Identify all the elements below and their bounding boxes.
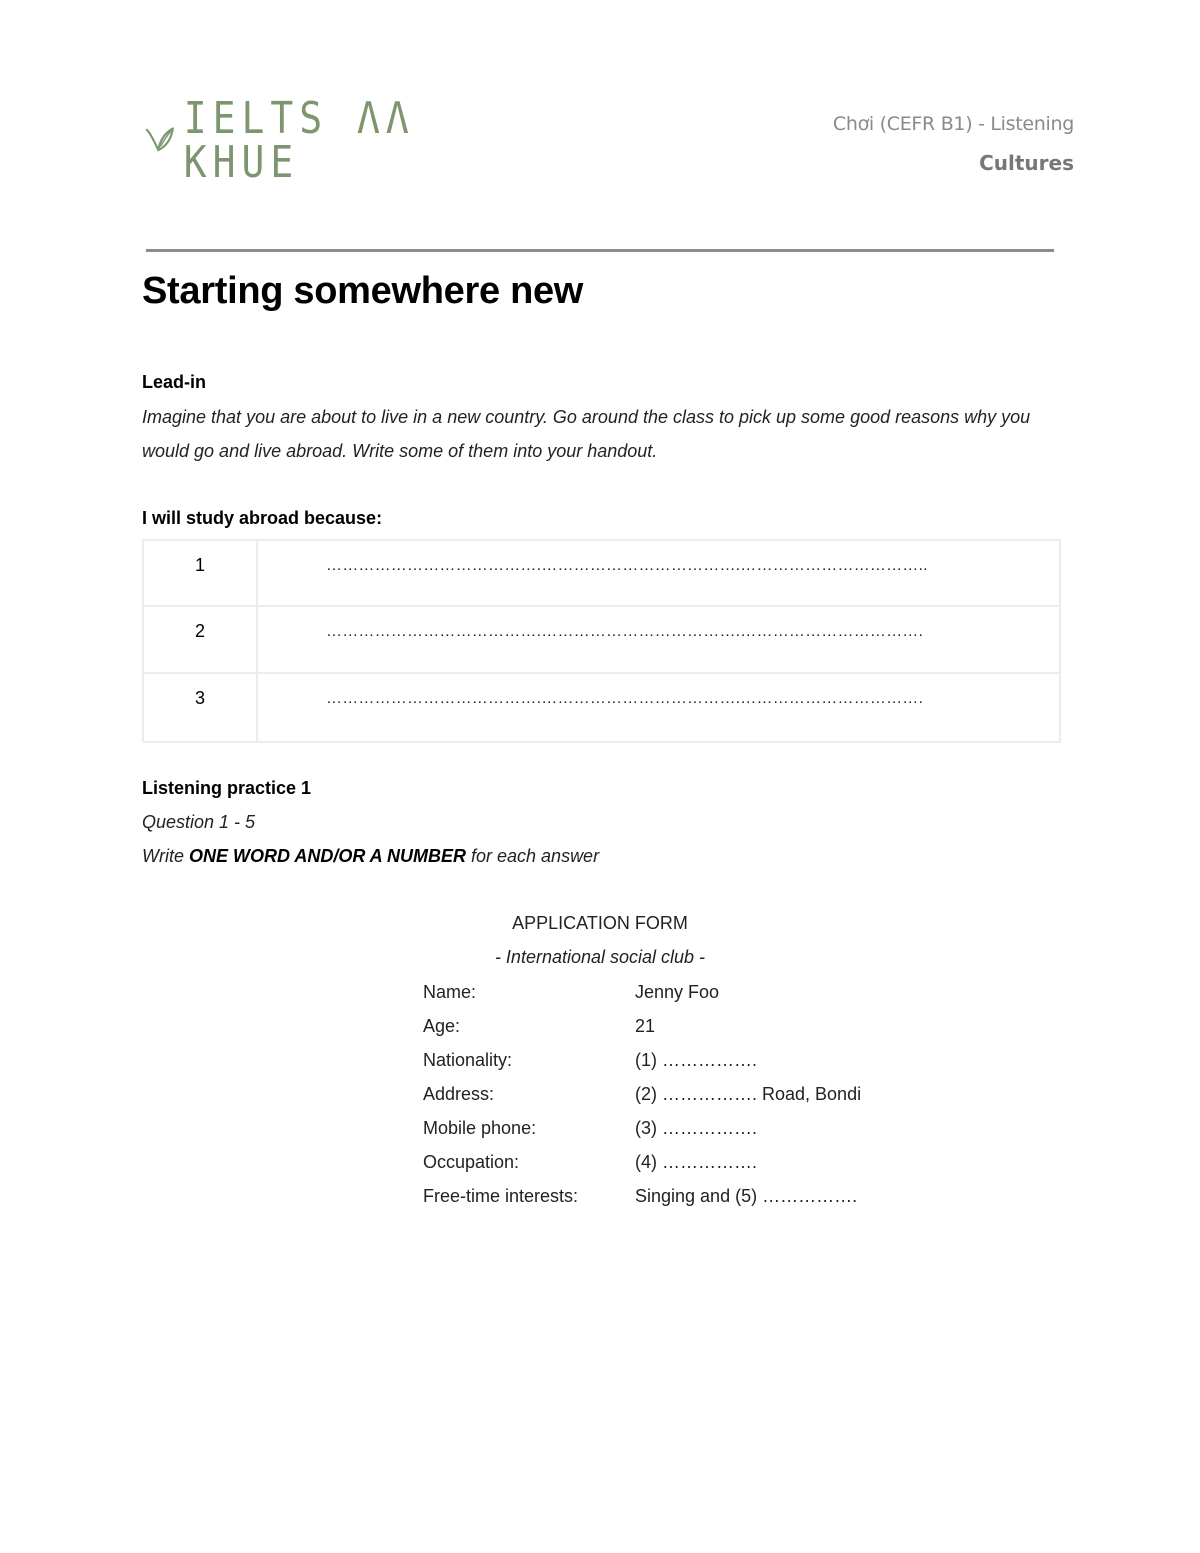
form-label: Name: — [423, 981, 477, 1002]
form-row-occupation — [423, 1145, 861, 1179]
form-row-mobile — [423, 1111, 861, 1145]
instruction-emphasis: ONE WORD AND/OR A NUMBER — [189, 846, 466, 866]
form-value[interactable]: Singing and (5) ……………. — [635, 1185, 858, 1206]
form-row-age — [423, 1009, 861, 1043]
question-range: Question 1 - 5 — [142, 812, 256, 832]
application-form — [423, 975, 861, 1213]
form-row-interests — [423, 1179, 861, 1213]
row-number: 3 — [143, 673, 257, 742]
course-name: Chơi (CEFR B1) - Listening — [832, 113, 1074, 135]
header-divider — [146, 249, 1054, 252]
answer-blank[interactable]: ………………………………….……………………………….…………………………….. — [257, 540, 1060, 606]
form-row-nationality — [423, 1043, 861, 1077]
answer-blank[interactable]: ………………………………….……………………………….……………………………. — [257, 606, 1060, 673]
form-row-address — [423, 1077, 861, 1111]
reasons-heading: I will study abroad because: — [142, 508, 383, 528]
form-value: Jenny Foo — [635, 981, 720, 1002]
form-subtitle: - International social club - — [494, 947, 706, 967]
reasons-table — [142, 539, 1061, 743]
course-info — [833, 113, 1074, 175]
logo-text: IELTS ΛΛ KHUE — [183, 92, 415, 188]
form-label: Occupation: — [423, 1151, 520, 1172]
form-value: 21 — [635, 1015, 656, 1036]
form-value[interactable]: (1) ……………. — [635, 1049, 758, 1070]
topic-name: Cultures — [979, 151, 1074, 175]
instruction-pre: Write — [142, 846, 189, 866]
instruction-post: for each answer — [466, 846, 600, 866]
row-number: 1 — [143, 540, 257, 606]
form-label: Nationality: — [423, 1049, 513, 1070]
answer-blank[interactable]: ………………………………….……………………………….……………………………. — [257, 673, 1060, 742]
form-value[interactable]: (4) ……………. — [635, 1151, 758, 1172]
leadin-text: Imagine that you are about to live in a new country. Go around the class to pick up some good reasons why you would go and live abroad. Write some of them into your handout. — [142, 407, 1031, 461]
row-number: 2 — [143, 606, 257, 673]
instruction — [142, 839, 599, 873]
listening-heading: Listening practice 1 — [142, 778, 312, 798]
leaf-icon — [144, 118, 176, 162]
form-label: Address: — [423, 1083, 495, 1104]
form-label: Mobile phone: — [423, 1117, 537, 1138]
table-row — [143, 540, 1060, 606]
form-value[interactable]: (3) ……………. — [635, 1117, 758, 1138]
logo — [144, 92, 454, 188]
leadin-heading: Lead-in — [142, 372, 207, 392]
page-title: Starting somewhere new — [142, 270, 584, 312]
table-row — [143, 673, 1060, 742]
table-row — [143, 606, 1060, 673]
form-row-name — [423, 975, 861, 1009]
form-value[interactable]: (2) ……………. Road, Bondi — [635, 1083, 862, 1104]
form-title: APPLICATION FORM — [512, 913, 688, 933]
form-label: Age: — [423, 1015, 461, 1036]
form-label: Free-time interests: — [423, 1185, 579, 1206]
